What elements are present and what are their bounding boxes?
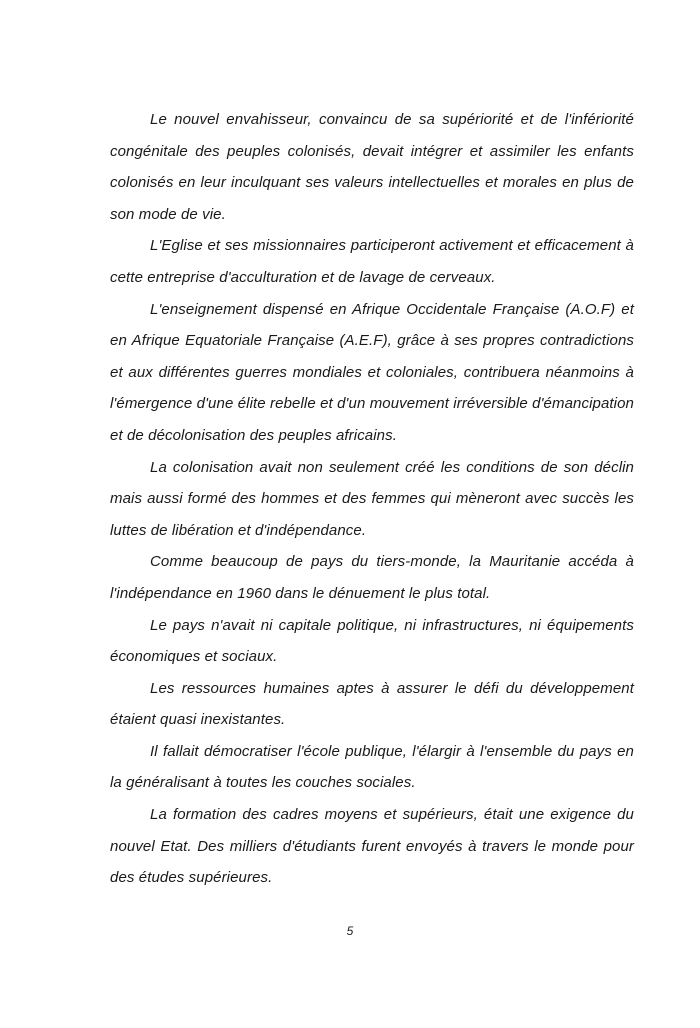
paragraph-1: Le nouvel envahisseur, convaincu de sa supériorité et de l'infériorité congénitale des peuples colonisés, devait intégrer et assimiler les enfants colonisés en leur inculquant ses valeurs intellectuelles et morales en plus de son mode de vie. (110, 111, 634, 223)
paragraph-4: La colonisation avait non seulement créé les conditions de son déclin mais aussi formé des hommes et des femmes qui mèneront avec succès les luttes de libération et d'indépendance. (110, 458, 634, 539)
paragraph-3: L'enseignement dispensé en Afrique Occidentale Française (A.O.F) et en Afrique Equatoriale Française (A.E.F), grâce à ses propres contradictions et aux différentes guerres mondiales et coloniales, contribuera néanmoins à l'émergence d'une élite rebelle et d'un mouvement irréversible d'émancipation et de décolonisation des peuples africains. (110, 300, 634, 444)
document-body (110, 104, 634, 894)
page-number: 5 (346, 924, 354, 938)
paragraph-7: Les ressources humaines aptes à assurer le défi du développement étaient quasi inexistantes. (110, 679, 634, 729)
paragraph-6: Le pays n'avait ni capitale politique, ni infrastructures, ni équipements économiques et sociaux. (110, 616, 634, 666)
paragraph-9: La formation des cadres moyens et supérieurs, était une exigence du nouvel Etat. Des milliers d'étudiants furent envoyés à travers le monde pour des études supérieures. (110, 806, 634, 887)
paragraph-2: L'Eglise et ses missionnaires participeront activement et efficacement à cette entreprise d'acculturation et de lavage de cerveaux. (110, 237, 634, 286)
paragraph-8: Il fallait démocratiser l'école publique, l'élargir à l'ensemble du pays en la généralisant à toutes les couches sociales. (110, 742, 634, 792)
paragraph-5: Comme beaucoup de pays du tiers-monde, la Mauritanie accéda à l'indépendance en 1960 dans le dénuement le plus total. (110, 553, 634, 602)
